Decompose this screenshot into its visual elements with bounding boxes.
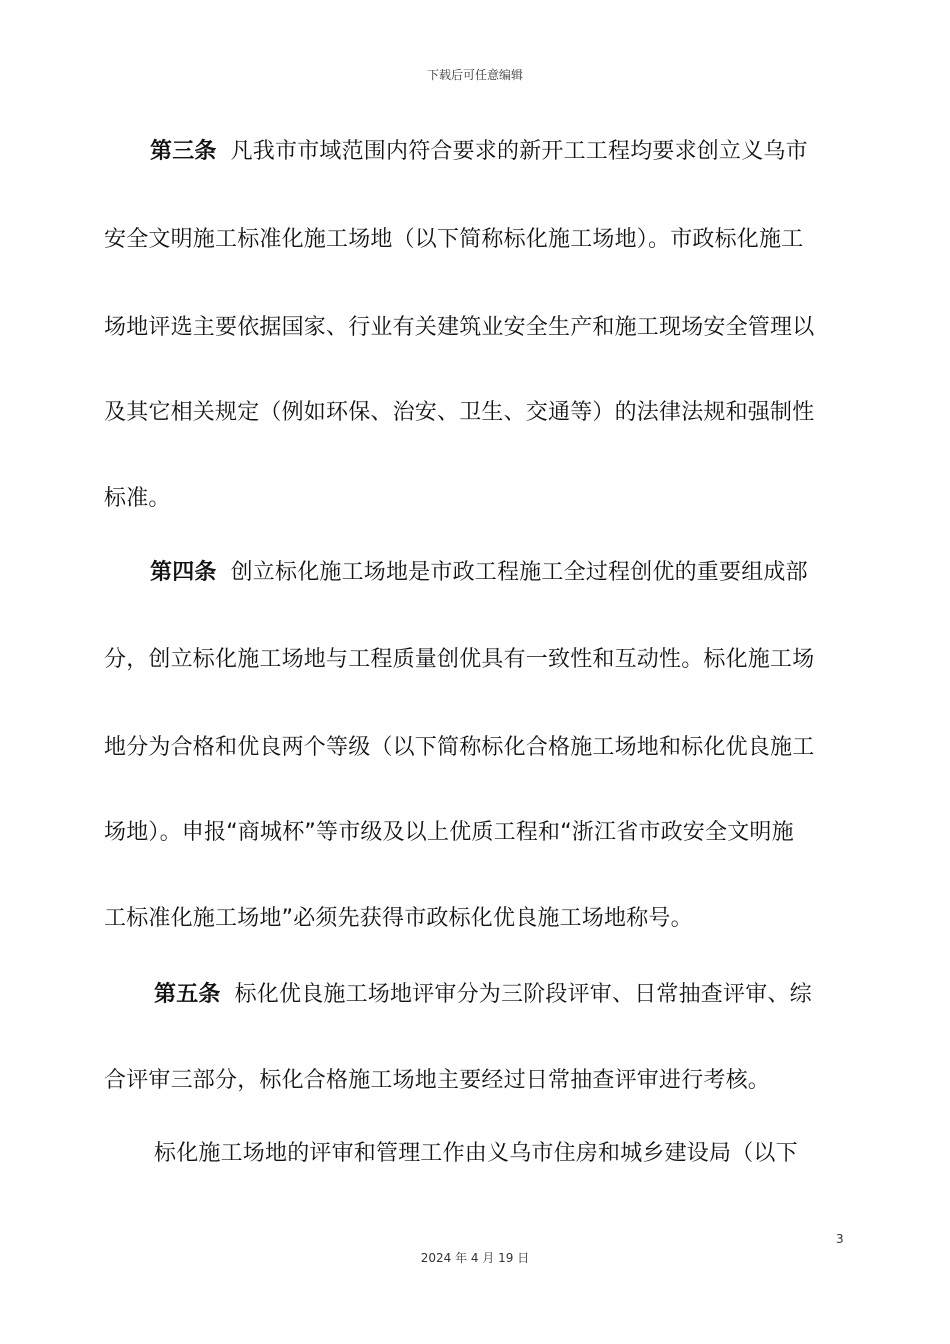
article-heading: 第三条 xyxy=(150,139,217,164)
article-5-first-line xyxy=(154,980,812,1010)
document-body xyxy=(104,0,846,1200)
article-4-first-line xyxy=(150,558,808,588)
page-header: 下载后可任意编辑 xyxy=(426,68,523,82)
article-text: 标化优良施工场地评审分为三阶段评审、日常抽查评审、综 xyxy=(234,982,812,1007)
article-line: 地分为合格和优良两个等级（以下简称标化合格施工场地和标化优良施工 xyxy=(104,735,815,760)
page-number: 3 xyxy=(836,1232,844,1246)
article-line: 标准。 xyxy=(104,486,171,511)
closing-paragraph-line: 标化施工场地的评审和管理工作由义乌市住房和城乡建设局（以下 xyxy=(154,1141,798,1166)
article-line: 合评审三部分，标化合格施工场地主要经过日常抽查评审进行考核。 xyxy=(104,1068,771,1093)
article-heading: 第四条 xyxy=(150,560,217,585)
article-line: 及其它相关规定（例如环保、治安、卫生、交通等）的法律法规和强制性 xyxy=(104,400,815,425)
article-text: 凡我市市域范围内符合要求的新开工工程均要求创立义乌市 xyxy=(230,139,808,164)
article-text: 创立标化施工场地是市政工程施工全过程创优的重要组成部 xyxy=(230,560,808,585)
article-line: 工标准化施工场地”必须先获得市政标化优良施工场地称号。 xyxy=(104,906,693,931)
article-line: 安全文明施工标准化施工场地（以下简称标化施工场地）。市政标化施工 xyxy=(104,227,804,252)
article-line: 分，创立标化施工场地与工程质量创优具有一致性和互动性。标化施工场 xyxy=(104,647,815,672)
page-footer-date: 2024 年 4 月 19 日 xyxy=(420,1251,530,1265)
article-3-first-line xyxy=(150,137,808,167)
article-line: 场地评选主要依据国家、行业有关建筑业安全生产和施工现场安全管理以 xyxy=(104,315,815,340)
article-heading: 第五条 xyxy=(154,982,221,1007)
article-line: 场地）。申报“商城杯”等市级及以上优质工程和“浙江省市政安全文明施 xyxy=(104,820,794,845)
